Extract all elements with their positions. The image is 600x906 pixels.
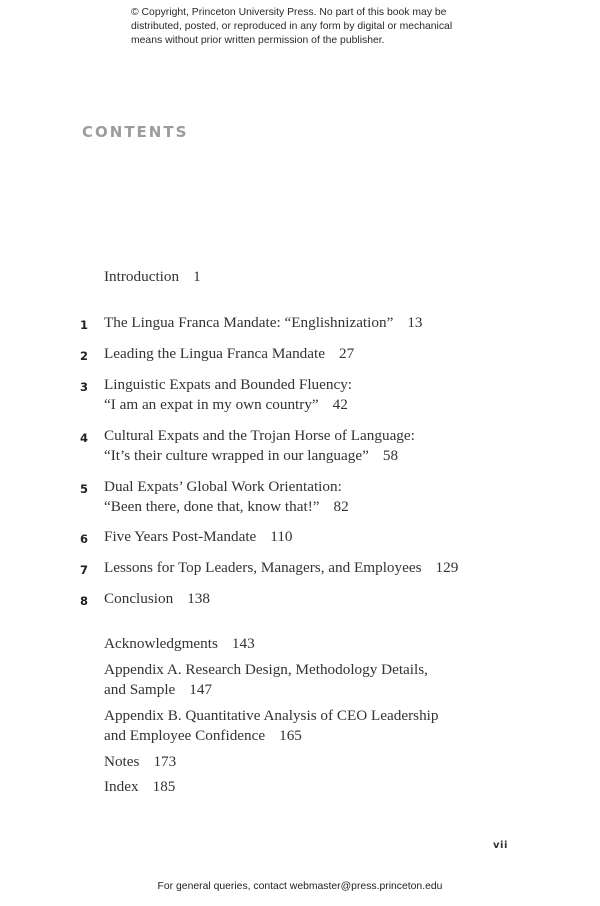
entry-title-line-2: and Employee Confidence xyxy=(104,727,266,744)
toc-entry-appendix-b[interactable] xyxy=(104,706,439,746)
copyright-notice xyxy=(131,6,491,48)
entry-title-line-1: Appendix B. Quantitative Analysis of CEO Leadership xyxy=(104,707,439,724)
copyright-line-2: distributed, posted, or reproduced in any form by digital or mechanical xyxy=(131,21,453,32)
footer-contact: For general queries, contact webmaster@press.princeton.edu xyxy=(157,881,443,892)
chapter-number: 8 xyxy=(80,594,89,608)
entry-title-line-1: Cultural Expats and the Trojan Horse of Language: xyxy=(104,427,415,444)
entry-title: Notes xyxy=(104,753,140,770)
entry-title-line-2: and Sample xyxy=(104,681,176,698)
chapter-number: 4 xyxy=(80,431,89,445)
entry-page: 1 xyxy=(193,268,201,285)
copyright-line-1: © Copyright, Princeton University Press. No part of this book may be xyxy=(131,7,447,18)
chapter-number: 6 xyxy=(80,532,89,546)
toc-entry-chapter-6[interactable] xyxy=(80,527,293,547)
entry-title: Acknowledgments xyxy=(104,635,218,652)
chapter-number: 1 xyxy=(80,318,89,332)
toc-entry-acknowledgments[interactable] xyxy=(104,634,255,654)
toc-entry-notes[interactable] xyxy=(104,752,176,772)
entry-title: Five Years Post-Mandate xyxy=(104,528,257,545)
entry-title: The Lingua Franca Mandate: “Englishnization” xyxy=(104,314,394,331)
entry-page: 185 xyxy=(152,778,176,795)
toc-entry-chapter-3[interactable] xyxy=(80,375,353,415)
chapter-number: 2 xyxy=(80,349,89,363)
entry-page: 173 xyxy=(153,753,177,770)
entry-title: Conclusion xyxy=(104,590,174,607)
page-title: CONTENTS xyxy=(82,123,189,141)
entry-title-line-1: Appendix A. Research Design, Methodology Details, xyxy=(104,661,428,678)
entry-title-line-2: “Been there, done that, know that!” xyxy=(104,498,320,515)
entry-page: 58 xyxy=(382,447,399,464)
toc-entry-chapter-4[interactable] xyxy=(80,426,415,466)
entry-title-line-2: “It’s their culture wrapped in our language” xyxy=(104,447,369,464)
page-number: vii xyxy=(493,840,508,851)
chapter-number: 5 xyxy=(80,482,89,496)
toc-entry-chapter-2[interactable] xyxy=(80,344,355,364)
entry-page: 143 xyxy=(231,635,255,652)
entry-page: 13 xyxy=(407,314,423,331)
entry-title-line-1: Linguistic Expats and Bounded Fluency: xyxy=(104,376,353,393)
entry-title-line-2: “I am an expat in my own country” xyxy=(104,396,319,413)
entry-page: 27 xyxy=(338,345,355,362)
chapter-number: 7 xyxy=(80,563,89,577)
entry-title: Introduction xyxy=(104,268,180,285)
entry-page: 138 xyxy=(187,590,210,607)
entry-page: 42 xyxy=(332,396,348,413)
toc-entry-chapter-5[interactable] xyxy=(80,477,349,517)
entry-title: Leading the Lingua Franca Mandate xyxy=(104,345,325,362)
copyright-line-3: means without prior written permission of the publisher. xyxy=(131,35,385,46)
chapter-number: 3 xyxy=(80,380,89,394)
entry-title: Lessons for Top Leaders, Managers, and Employees xyxy=(104,559,422,576)
entry-page: 110 xyxy=(270,528,293,545)
entry-page: 129 xyxy=(435,559,459,576)
toc-entry-chapter-7[interactable] xyxy=(80,558,459,578)
entry-title: Index xyxy=(104,778,139,795)
toc-entry-chapter-1[interactable] xyxy=(80,313,423,333)
entry-page: 147 xyxy=(189,681,213,698)
toc-entry-appendix-a[interactable] xyxy=(104,660,428,700)
entry-page: 82 xyxy=(333,498,349,515)
toc-entry-introduction[interactable] xyxy=(104,267,201,287)
entry-title-line-1: Dual Expats’ Global Work Orientation: xyxy=(104,478,342,495)
entry-page: 165 xyxy=(279,727,302,744)
toc-entry-index[interactable] xyxy=(104,777,175,797)
toc-entry-chapter-8[interactable] xyxy=(80,589,210,609)
